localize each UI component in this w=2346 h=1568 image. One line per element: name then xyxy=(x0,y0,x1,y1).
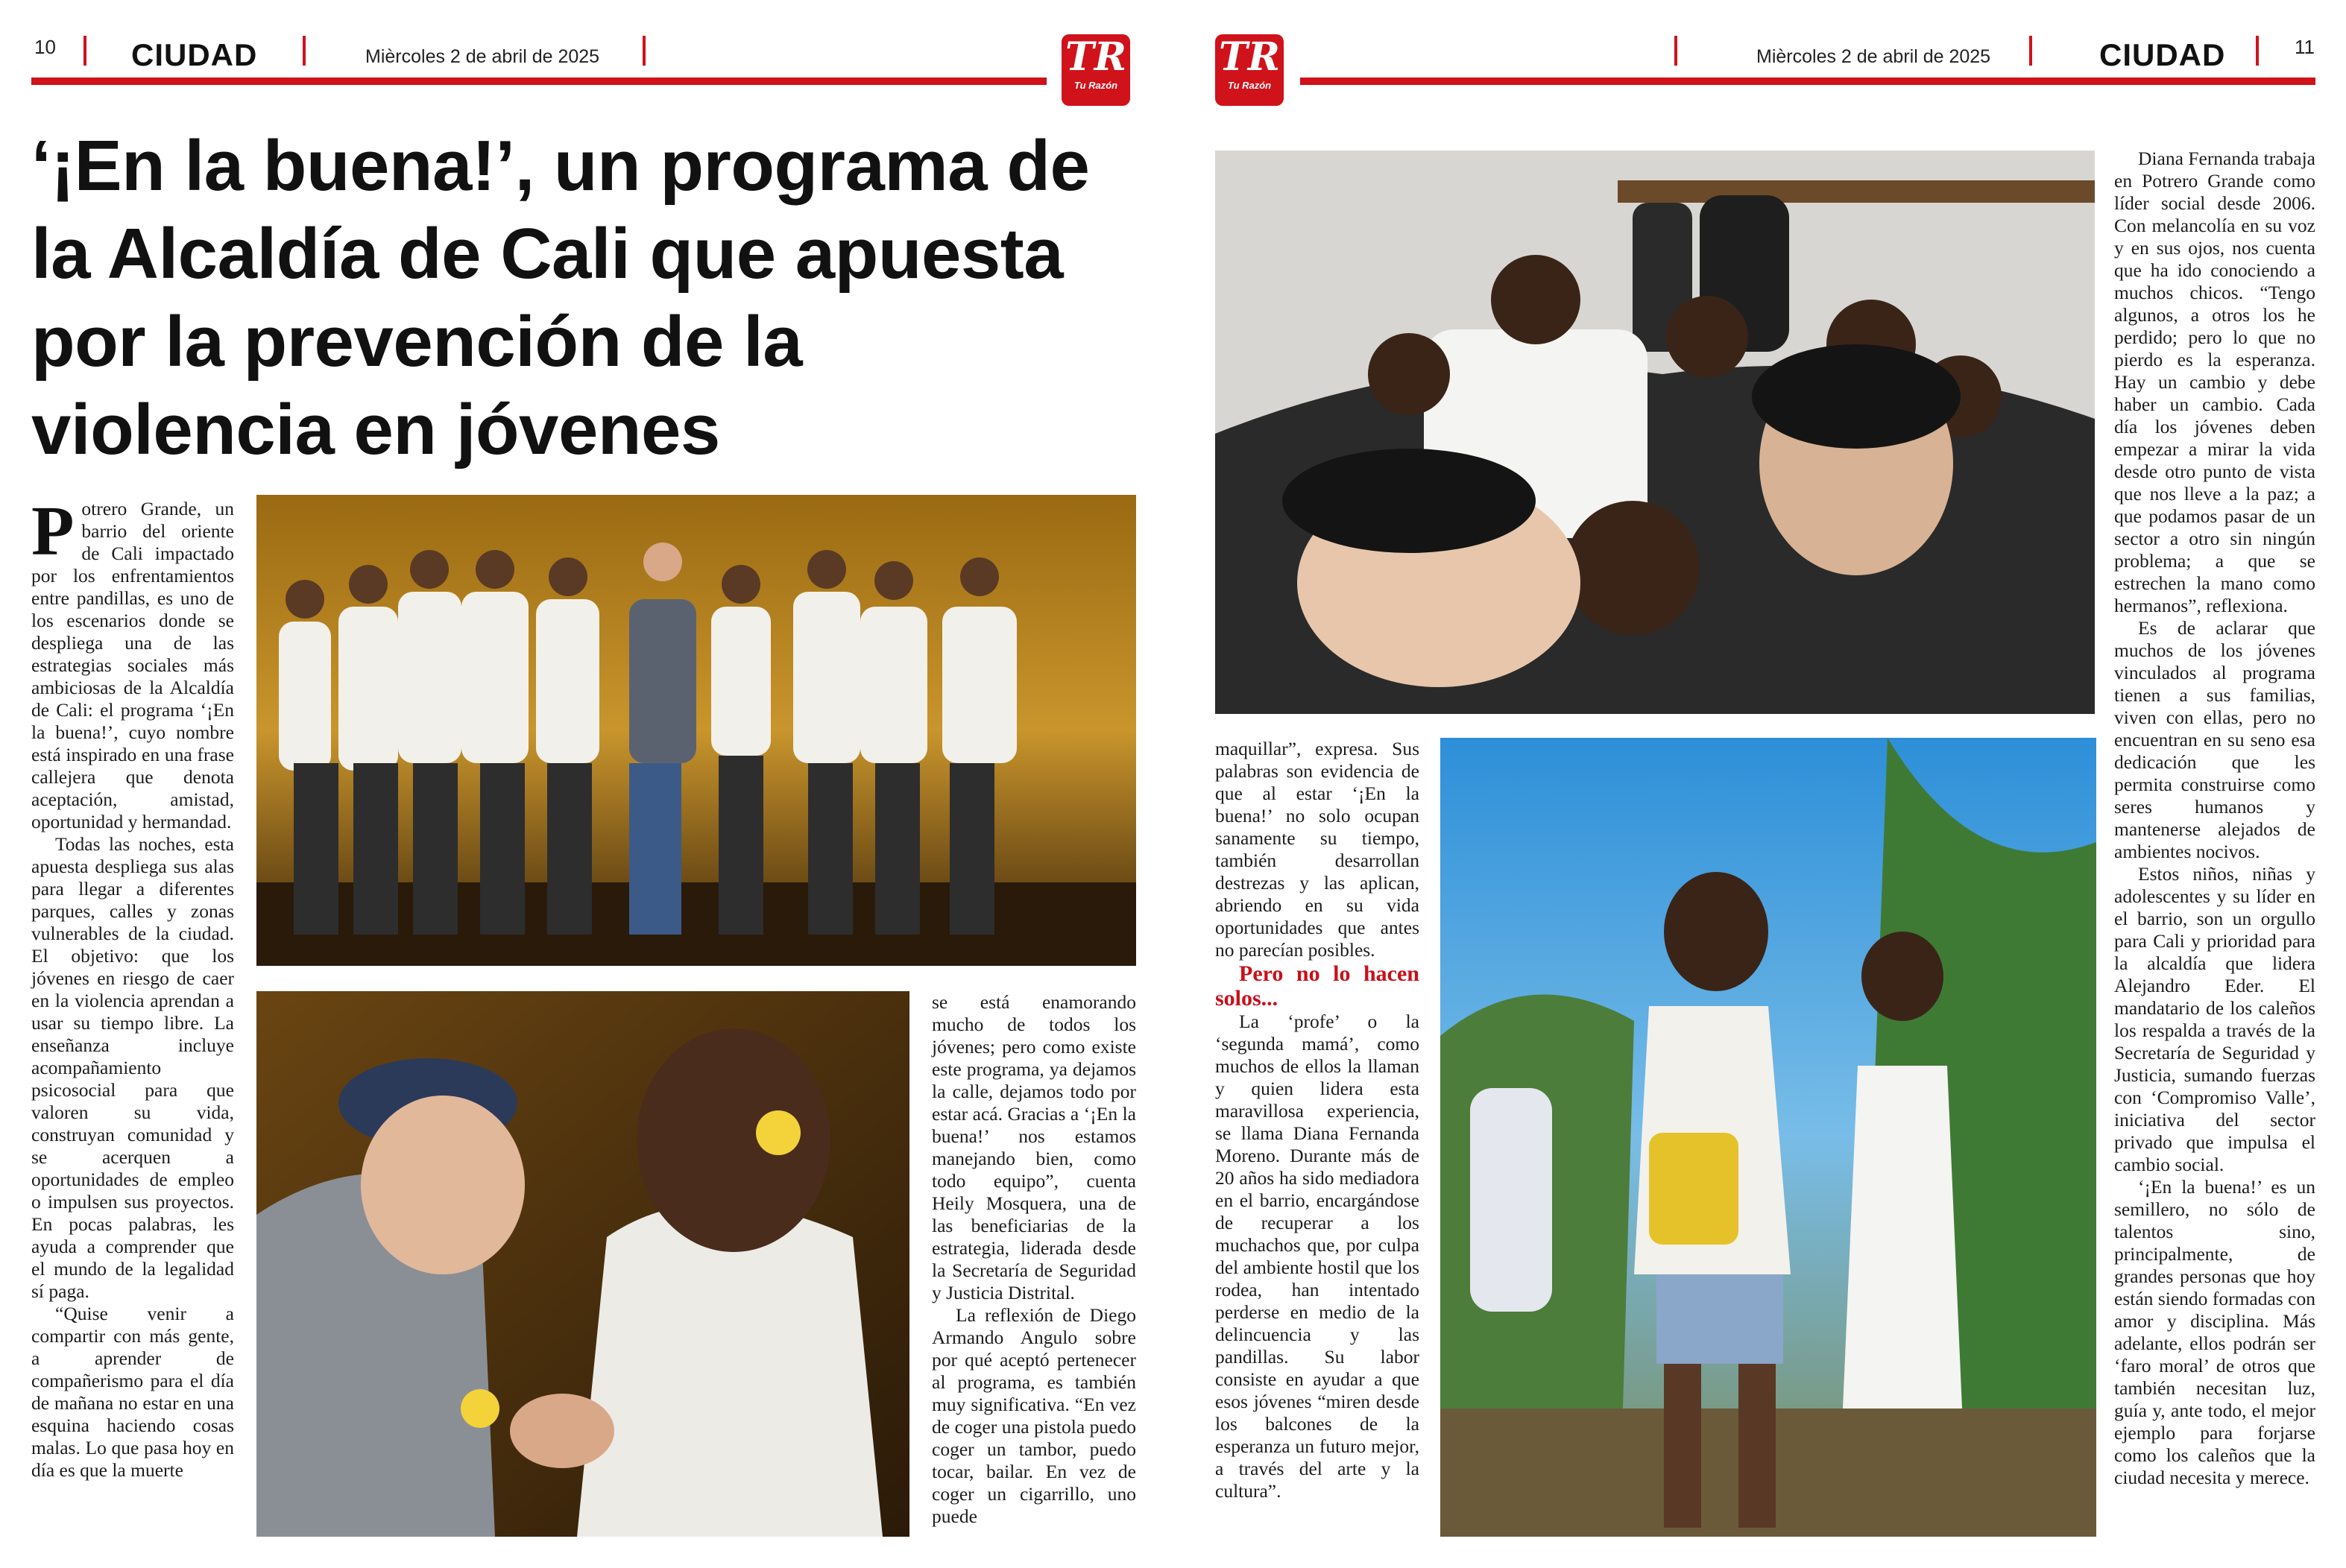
article-paragraph: Todas las noches, esta apuesta despliega sus alas para llegar a diferentes parques, calles y zonas vulnerables de la ciudad. El objetivo: que los jóvenes en riesgo de caer en la violencia aprendan a usar su tiempo libre. La enseñanza incluye acompañamiento psicosocial para que valoren su vida, construyan comunidad y se acerquen a oportunidades de empleo o impulsen sus proyectos. En pocas palabras, les ayuda a comprender que el mundo de la legalidad sí paga. xyxy=(31,833,234,1302)
article-lead-paragraph xyxy=(31,493,234,833)
tu-razon-logo-left xyxy=(1062,34,1130,106)
right-header-rule xyxy=(1300,78,2315,85)
paragraph-text: otrero Grande, un barrio del oriente de Cali impactado por los enfrentamientos entre pandillas, es uno de los escenarios donde se despliega una de las estrategias sociales más ambiciosas de la Alcaldía de Cali: el programa ‘¡En la buena!’, cuyo nombre está inspirado en una frase callejera que denota aceptación, amistad, oportunidad y hermandad. xyxy=(31,498,234,832)
header-divider xyxy=(83,36,86,66)
header-divider xyxy=(643,36,646,66)
article-column-1 xyxy=(31,493,234,1482)
logo-name: Tu Razón xyxy=(1227,80,1272,91)
right-section-title: CIUDAD xyxy=(2099,37,2226,72)
right-date: Mièrcoles 2 de abril de 2025 xyxy=(1756,46,1991,67)
article-paragraph: Estos niños, niñas y adolescentes y su líder en el barrio, son un orgullo para Cali y prioridad para la alcaldía que lidera Alejandro Eder. El mandatario de los caleños los respalda a través de la Secretaría de Seguridad y Justicia, sumando fuerzas con ‘Compromiso Valle’, iniciativa del sector privado que impulsa el cambio social. xyxy=(2114,863,2315,1175)
article-column-3 xyxy=(1215,738,1419,1502)
right-page-number: 11 xyxy=(2295,36,2315,58)
left-header-rule xyxy=(31,78,1047,85)
logo-initials: TR xyxy=(1065,34,1126,80)
article-paragraph: La ‘profe’ o la ‘segunda mamá’, como muchos de ellos la llaman y quien lidera esta maravillosa experiencia, se llama Diana Fernanda Moreno. Durante más de 20 años ha sido mediadora en el barrio, encargándose de recuperar a los muchachos que, por culpa del ambiente hostil que los rodea, han intentado perderse en medio de la delincuencia y las pandillas. Su labor consiste en ayudar a que esos jóvenes “miren desde los balcones de la esperanza un futuro mejor, a través del arte y la cultura”. xyxy=(1215,1011,1419,1502)
header-divider xyxy=(1674,36,1677,66)
group-prayer-photo xyxy=(1215,151,2095,714)
article-paragraph: La reflexión de Diego Armando Angulo sobre por qué aceptó pertenecer al programa, es también muy significativa. “En vez de coger una pistola puedo coger un tambor, puedo tocar, bailar. En vez de coger un cigarrillo, uno puede xyxy=(932,1304,1136,1527)
article-paragraph: se está enamorando mucho de todos los jóvenes; pero como existe este programa, ya dejamos la calle, dejamos todo por estar acá. Gracias a ‘¡En la buena!’ nos estamos manejando bien, como todo equipo”, cuenta Heily Mosquera, una de las beneficiarias de la estrategia, liderada desde la Secretaría de Seguridad y Justicia Distrital. xyxy=(932,991,1136,1303)
article-paragraph: “Quise venir a compartir con más gente, a aprender de compañerismo para el día de mañana no estar en una esquina haciendo cosas malas. Lo que pasa hoy en día es que la muerte xyxy=(31,1303,234,1481)
article-paragraph: Diana Fernanda trabaja en Potrero Grande como líder social desde 2006. Con melancolía en su voz y en sus ojos, nos cuenta que ha ido conociendo a muchos chicos. “Tengo algunos, a otros los he perdido; pero lo que no pierdo es la esperanza. Hay un cambio y debe haber un cambio. Cada día los jóvenes deben empezar a mirar la vida desde otro punto de vista que nos lleve a la paz; a que podamos pasar de un sector a otro sin ningún problema; a que se estrechen la mano como hermanos”, reflexiona. xyxy=(2114,148,2315,616)
left-page-number: 10 xyxy=(34,36,56,58)
group-stage-photo xyxy=(256,495,1136,966)
drop-cap: P xyxy=(31,493,75,570)
logo-initials: TR xyxy=(1219,34,1280,80)
left-date: Mièrcoles 2 de abril de 2025 xyxy=(365,46,600,67)
logo-name: Tu Razón xyxy=(1073,80,1118,91)
article-paragraph: maquillar”, expresa. Sus palabras son evidencia de que al estar ‘¡En la buena!’ no solo ocupan sanamente su tiempo, también desarrollan destrezas y las aplican, abriendo en su vida oportunidades que antes no parecían posibles. xyxy=(1215,738,1419,961)
article-headline: ‘¡En la buena!’, un programa de la Alcaldía de Cali que apuesta por la prevención de la violencia en jóvenes xyxy=(31,126,1090,470)
tu-razon-logo-right xyxy=(1215,34,1284,106)
children-garden-photo xyxy=(1440,738,2096,1537)
award-handshake-photo xyxy=(256,991,909,1537)
header-divider xyxy=(2029,36,2032,66)
article-column-2 xyxy=(932,991,1136,1528)
article-column-4 xyxy=(2114,148,2315,1489)
section-subheading: Pero no lo hacen solos... xyxy=(1215,961,1419,1011)
header-divider xyxy=(303,36,306,66)
header-divider xyxy=(2256,36,2259,66)
left-section-title: CIUDAD xyxy=(131,37,258,72)
article-paragraph: ‘¡En la buena!’ es un semillero, no sólo de talentos sino, principalmente, de grandes personas que hoy están siendo formadas con amor y disciplina. Más adelante, ellos podrán ser ‘faro moral’ de otros que también necesitan luz, guía y, ante todo, el mejor ejemplo para forjarse como los caleños que la ciudad necesita y merece. xyxy=(2114,1176,2315,1488)
article-paragraph: Es de aclarar que muchos de los jóvenes vinculados al programa tienen a sus familias, viven con ellas, pero no encuentran en su seno esa dedicación que les permita construirse como seres humanos y mantenerse alejados de ambientes nocivos. xyxy=(2114,617,2315,862)
